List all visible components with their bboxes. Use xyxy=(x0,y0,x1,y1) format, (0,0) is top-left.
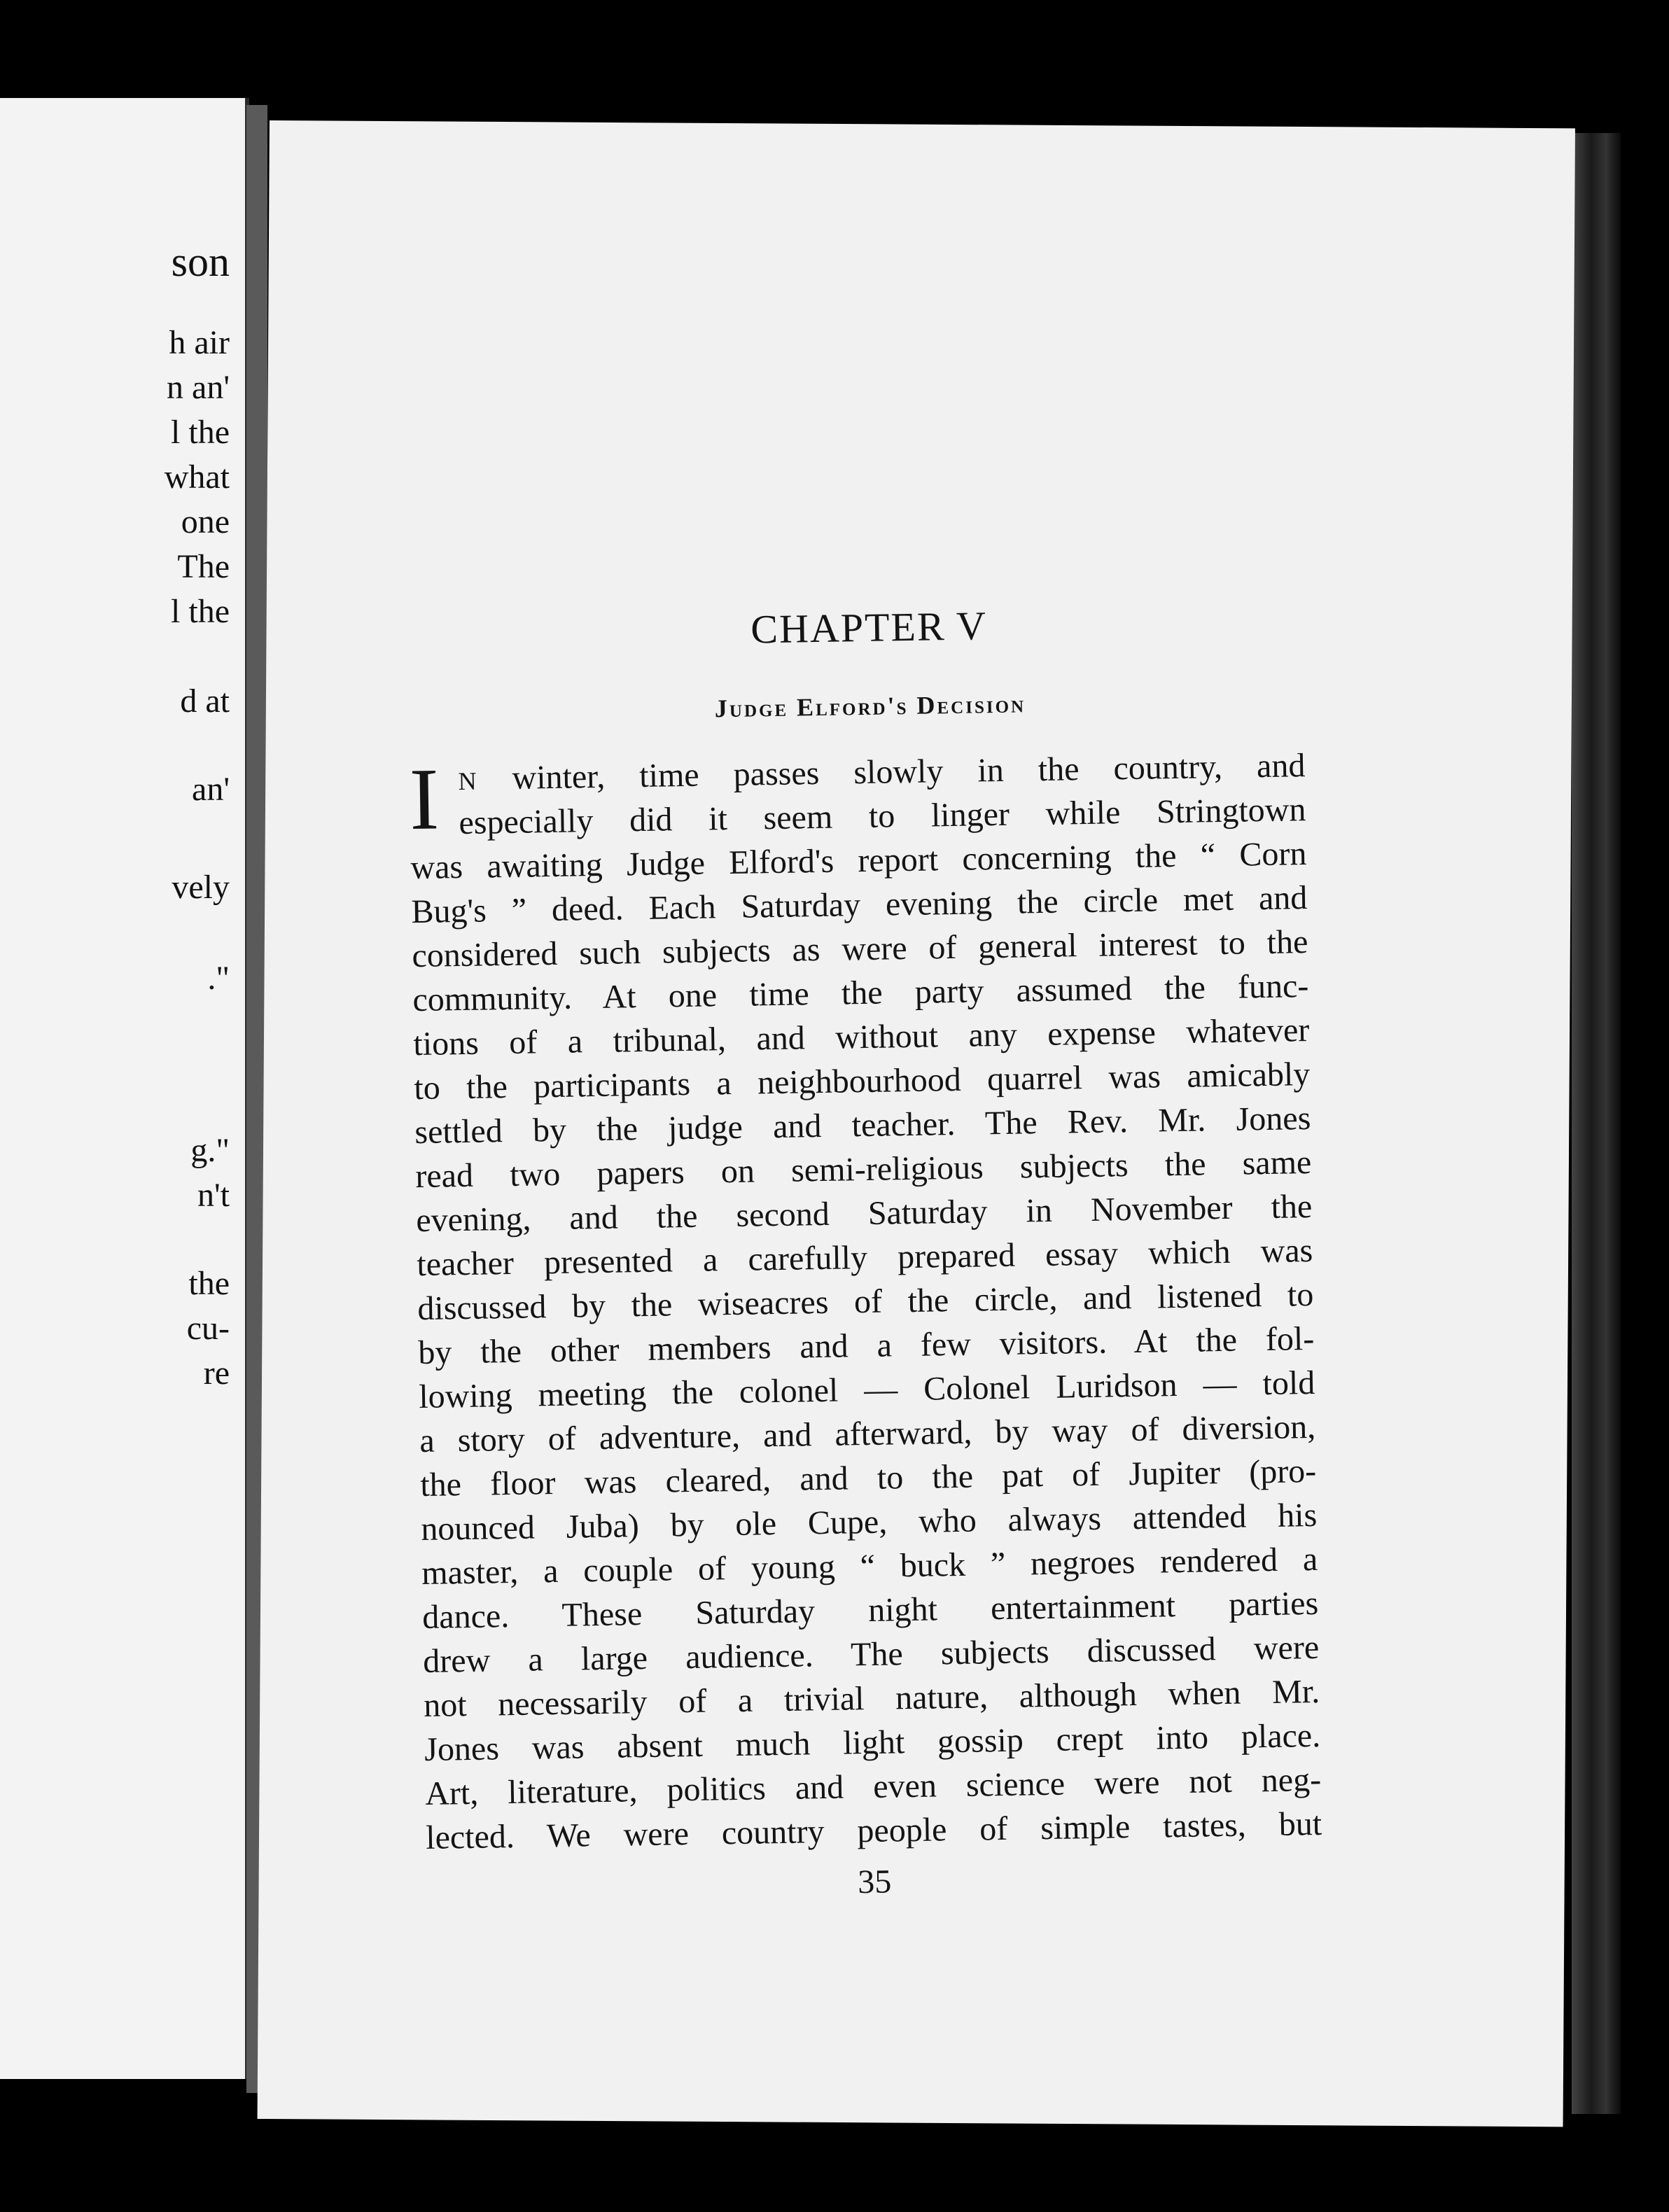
paragraph-line: Jones was absent much light gossip crept into place. xyxy=(424,1716,1321,1769)
chapter-title: CHAPTER V xyxy=(750,603,988,652)
left-page xyxy=(0,98,249,2079)
paragraph-line: Art, literature, politics and even science were not neg- xyxy=(424,1760,1322,1812)
paragraph-line: tions of a tribunal, and without any expense whatever xyxy=(413,1011,1310,1063)
paragraph-line: drew a large audience. The subjects discussed were xyxy=(422,1628,1320,1681)
left-page-line: an' xyxy=(192,771,230,808)
drop-cap: I xyxy=(408,750,440,849)
left-page-line: l the xyxy=(171,414,230,451)
left-page-line: h air xyxy=(169,324,230,361)
left-page-line: n't xyxy=(197,1177,230,1214)
left-page-line: l the xyxy=(171,593,230,630)
left-page-line: The xyxy=(177,548,230,585)
paragraph-line: community. At one time the party assumed the func- xyxy=(412,967,1309,1019)
left-page-line: re xyxy=(203,1354,230,1392)
paragraph-line: discussed by the wiseacres of the circle, and listened to xyxy=(417,1275,1314,1328)
paragraph-line: settled by the judge and teacher. The Rev. Mr. Jones xyxy=(414,1100,1311,1152)
left-page-line: d at xyxy=(180,682,230,720)
left-page-line: n an' xyxy=(167,369,230,406)
paragraph-line: teacher presented a carefully prepared essay which was xyxy=(416,1231,1313,1284)
left-page-line: one xyxy=(181,503,230,540)
chapter-text-block xyxy=(407,597,1323,1908)
paragraph-line: a story of adventure, and afterward, by way of diversion, xyxy=(419,1408,1316,1460)
paragraph-line: read two papers on semi-religious subjects the same xyxy=(414,1144,1312,1196)
paragraph-line: lowing meeting the colonel — Colonel Luridson — told xyxy=(418,1364,1315,1416)
left-page-line: what xyxy=(164,458,230,496)
page-edge-shadow xyxy=(1572,133,1621,2114)
left-page-line: g." xyxy=(190,1132,230,1169)
left-page-line: vely xyxy=(172,869,230,906)
left-page-line: the xyxy=(188,1265,230,1302)
left-page-line: cu- xyxy=(186,1310,230,1347)
paragraph-line: not necessarily of a trivial nature, although when Mr. xyxy=(423,1672,1320,1725)
right-page xyxy=(258,120,1575,2127)
paragraph-line: considered such subjects as were of general interest to the xyxy=(412,923,1308,975)
paragraph-line: lected. We were country people of simple tastes, but xyxy=(425,1805,1322,1856)
page-number: 35 xyxy=(857,1863,892,1901)
chapter-subtitle: Judge Elford's Decision xyxy=(714,690,1026,723)
paragraph-line: dance. These Saturday night entertainment parties xyxy=(421,1584,1319,1637)
paragraph-line: was awaiting Judge Elford's report concerning the “ Corn xyxy=(410,835,1307,887)
paragraph-line: evening, and the second Saturday in November the xyxy=(415,1187,1313,1240)
paragraph-line: nounced Juba) by ole Cupe, who always attended his xyxy=(420,1496,1318,1548)
paragraph-line: to the participants a neighbourhood quarrel was amicably xyxy=(414,1056,1311,1107)
drop-cap-continuation: N xyxy=(458,766,478,796)
paragraph-line: especially did it seem to linger while Stringtown xyxy=(459,791,1306,842)
left-page-line: ." xyxy=(207,960,230,997)
paragraph-line: the floor was cleared, and to the pat of Jupiter (pro- xyxy=(419,1452,1317,1504)
paragraph-line: Bug's ” deed. Each Saturday evening the circle met and xyxy=(411,879,1308,931)
paragraph-line-text: winter, time passes slowly in the country, and xyxy=(512,747,1306,797)
paragraph-line: by the other members and a few visitors. At the fol- xyxy=(417,1320,1315,1372)
paragraph-line: master, a couple of young “ buck ” negroes rendered a xyxy=(421,1540,1318,1592)
left-page-heading-fragment: son xyxy=(171,239,230,285)
